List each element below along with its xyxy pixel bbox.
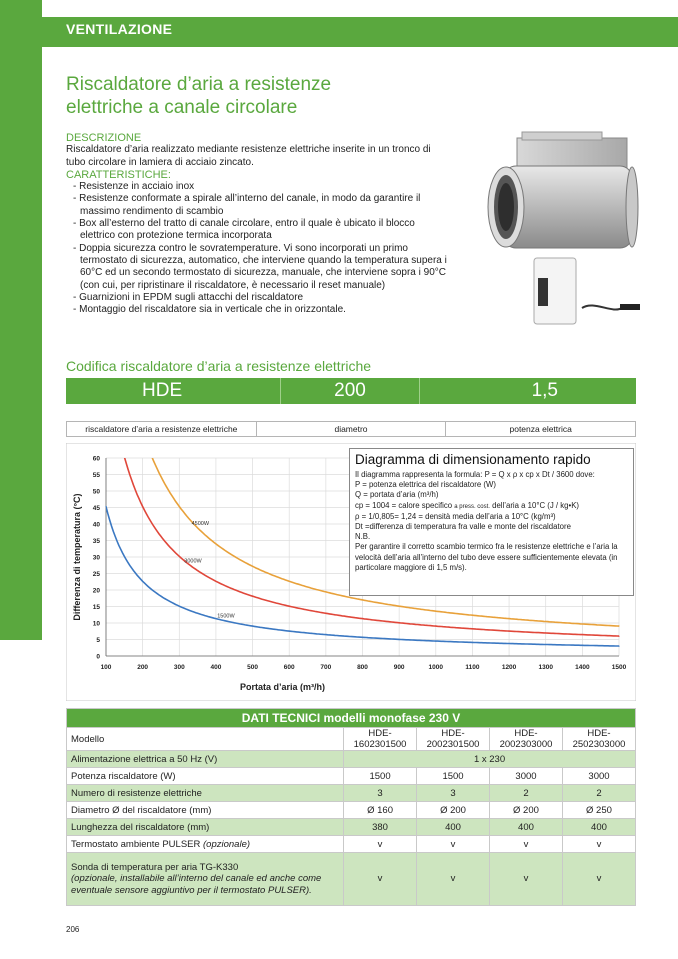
codifica-title: Codifica riscaldatore d’aria a resistenze elettriche	[66, 358, 372, 374]
data-point-3000W	[142, 506, 143, 507]
x-tick-label: 1100	[465, 664, 480, 671]
spec-cell-merged: 1 x 230	[344, 751, 636, 768]
spec-cell: HDE-1602301500	[344, 728, 417, 751]
spec-cell: 2	[490, 785, 563, 802]
spec-cell: 1500	[417, 768, 490, 785]
data-point-1500W	[179, 606, 180, 607]
x-tick-label: 500	[247, 664, 259, 671]
data-point-4500W	[325, 591, 326, 592]
x-tick-label: 700	[320, 664, 332, 671]
description-block	[66, 132, 451, 316]
spec-cell: Ø 200	[417, 802, 490, 819]
diagram-q: Q = portata d’aria (m³/h)	[355, 490, 439, 500]
data-point-4500W	[252, 566, 253, 567]
data-point-1500W	[618, 646, 619, 647]
diagram-cp	[355, 501, 628, 512]
data-point-4500W	[399, 606, 400, 607]
data-point-3000W	[435, 625, 436, 626]
x-tick-label: 900	[393, 664, 405, 671]
spec-label: Alimentazione elettrica a 50 Hz (V)	[67, 751, 344, 768]
feature-item: - Box all’esterno del tratto di canale circolare, entro il quale è ubicato il blocco elettrico con protezione termica incorporata	[73, 218, 415, 242]
data-point-1500W	[325, 634, 326, 635]
spec-cell: 400	[490, 819, 563, 836]
spec-label	[67, 853, 344, 906]
diagram-title: Diagramma di dimensionamento rapido	[355, 452, 591, 467]
x-axis-label: Portata d’aria (m³/h)	[239, 682, 326, 692]
data-point-4500W	[472, 614, 473, 615]
data-point-3000W	[582, 634, 583, 635]
spec-cell: Ø 160	[344, 802, 417, 819]
spec-label: Lunghezza del riscaldatore (mm)	[67, 819, 344, 836]
y-tick-label: 25	[92, 571, 100, 578]
spec-cell: v	[490, 836, 563, 853]
spec-cell: v	[344, 836, 417, 853]
side-accent-bar	[0, 0, 42, 640]
y-tick-label: 10	[92, 620, 100, 628]
spec-label: Diametro Ø del riscaldatore (mm)	[67, 802, 344, 819]
y-tick-label: 45	[92, 505, 100, 512]
diagram-rho: ρ = 1/0,805= 1,24 = densità media dell’aria a 10°C (kg/m³)	[355, 511, 556, 521]
data-point-3000W	[508, 631, 509, 632]
spec-table	[66, 708, 636, 906]
code-power: 1,5	[531, 380, 558, 401]
data-point-3000W	[252, 596, 253, 597]
x-tick-label: 100	[100, 664, 112, 671]
y-tick-label: 50	[92, 488, 100, 496]
features-list	[66, 181, 451, 316]
spec-label: Modello	[67, 728, 344, 751]
data-point-4500W	[215, 543, 216, 544]
spec-cell: HDE-2502303000	[562, 728, 635, 751]
y-tick-label: 30	[92, 554, 100, 562]
data-point-3000W	[399, 622, 400, 623]
feature-item: - Guarnizioni in EPDM sugli attacchi del riscaldatore	[73, 291, 304, 303]
spec-label: Numero di resistenze elettriche	[67, 785, 344, 802]
data-point-3000W	[325, 613, 326, 614]
spec-label-text: Termostato ambiente PULSER	[71, 838, 201, 850]
diagram-nb: N.B.	[355, 532, 371, 542]
diagram-p: P = potenza elettrica del riscaldatore (W)	[355, 480, 496, 490]
y-tick-label: 40	[92, 521, 100, 529]
data-point-1500W	[508, 643, 509, 644]
data-point-1500W	[142, 581, 143, 582]
y-tick-label: 35	[92, 538, 100, 545]
spec-cell: 400	[562, 819, 635, 836]
diagram-note: Per garantire il corretto scambio termico fra le resistenze elettriche e l’aria la velocità dell’aria all’interno del tubo deve essere sufficientemente elevata (in particolare maggiore di 1,5 m/s).	[355, 542, 618, 572]
description-text: Riscaldatore d’aria realizzato mediante resistenze elettriche inserite in un tronco di tubo circolare in lamiera di acciaio zincato.	[66, 144, 431, 168]
data-point-4500W	[508, 618, 509, 619]
data-point-1500W	[545, 644, 546, 645]
diagram-dt: Dt =differenza di temperatura fra valle e monte del riscaldatore	[355, 522, 571, 532]
y-tick-label: 5	[96, 637, 100, 644]
data-point-4500W	[618, 625, 619, 626]
spec-cell: 400	[417, 819, 490, 836]
spec-cell: 3	[344, 785, 417, 802]
y-tick-label: 15	[92, 604, 100, 611]
data-point-1500W	[105, 506, 106, 507]
spec-cell: 3000	[562, 768, 635, 785]
spec-cell: v	[562, 853, 635, 906]
spec-cell: v	[490, 853, 563, 906]
diagram-cp-small: a press. cost.	[454, 503, 490, 510]
series-label-1500W: 1500W	[217, 613, 235, 620]
section-title: VENTILAZIONE	[66, 21, 173, 37]
data-point-1500W	[252, 625, 253, 626]
x-tick-label: 1400	[575, 664, 590, 671]
diagram-cp-a: cp = 1004 = calore specifico	[355, 500, 453, 510]
y-tick-label: 20	[92, 587, 100, 595]
x-tick-label: 1000	[428, 664, 444, 671]
spec-cell: 1500	[344, 768, 417, 785]
data-point-1500W	[399, 639, 400, 640]
spec-title: DATI TECNICI modelli monofase 230 V	[67, 709, 636, 728]
feature-item: - Resistenze in acciaio inox	[73, 181, 195, 193]
spec-label	[67, 836, 344, 853]
diagram-cp-b: dell’aria a 10°C (J / kg•K)	[492, 500, 580, 510]
feature-item: - Resistenze conformate a spirale all’interno del canale, in modo da garantire il massimo rendimento di scambio	[73, 193, 421, 217]
x-tick-label: 1500	[611, 664, 627, 671]
spec-cell: Ø 200	[490, 802, 563, 819]
heater-product-image	[482, 128, 652, 328]
page-title	[66, 73, 331, 119]
data-point-4500W	[435, 611, 436, 612]
data-point-3000W	[618, 636, 619, 637]
data-point-1500W	[435, 641, 436, 642]
description-label: DESCRIZIONE	[66, 132, 142, 144]
data-point-1500W	[362, 637, 363, 638]
code-diameter: 200	[281, 378, 420, 404]
spec-label-italic: (opzionale, installabile all’interno del canale ed anche come eventuale sensore aggiuntivo per il termostato PULSER).	[71, 873, 322, 896]
spec-cell: HDE-2002303000	[490, 728, 563, 751]
y-tick-label: 60	[92, 455, 100, 463]
page-number: 206	[66, 925, 80, 934]
code-legend	[66, 421, 636, 437]
data-point-4500W	[179, 506, 180, 507]
spec-cell: v	[417, 853, 490, 906]
data-point-3000W	[362, 618, 363, 619]
data-point-3000W	[179, 556, 180, 557]
series-label-3000W: 3000W	[184, 558, 202, 565]
x-tick-label: 600	[283, 664, 295, 671]
title-line-1: Riscaldatore d’aria a resistenze	[66, 74, 332, 95]
data-point-3000W	[472, 628, 473, 629]
features-label: CARATTERISTICHE:	[66, 168, 171, 181]
code-row	[66, 378, 636, 404]
x-tick-label: 1300	[538, 664, 553, 671]
data-point-1500W	[582, 645, 583, 646]
spec-cell: HDE-2002301500	[417, 728, 490, 751]
x-tick-label: 300	[173, 664, 185, 671]
spec-cell: v	[562, 836, 635, 853]
x-tick-label: 800	[357, 664, 368, 671]
x-tick-label: 1200	[501, 664, 517, 671]
data-point-3000W	[289, 606, 290, 607]
data-point-4500W	[289, 581, 290, 582]
diagram-formula: Il diagramma rappresenta la formula: P = Q x ρ x cp x Dt / 3600 dove:	[355, 470, 595, 479]
data-point-3000W	[215, 581, 216, 582]
feature-item: - Montaggio del riscaldatore sia in verticale che in orizzontale.	[73, 304, 346, 316]
code-legend-power: potenza elettrica	[509, 424, 572, 434]
spec-label: Potenza riscaldatore (W)	[67, 768, 344, 785]
spec-cell: Ø 250	[562, 802, 635, 819]
data-point-4500W	[582, 623, 583, 624]
spec-label-italic: (opzionale)	[203, 838, 251, 850]
spec-label-text: Sonda di temperatura per aria TG-K330	[71, 861, 239, 873]
spec-cell: 380	[344, 819, 417, 836]
feature-item: - Doppia sicurezza contro le sovratemperature. Vi sono incorporati un primo termostato di sicurezza, automatico, che interviene quando la temperatura supera i 60°C ed un secondo termostato di sicurezza, manuale, che interviene sopra i 90°C (con cui, per ripristinare il riscaldatore, è necessario il reset manuale)	[73, 242, 447, 291]
data-point-4500W	[545, 621, 546, 622]
y-axis-label: Differenza di temperatura (°C)	[72, 493, 82, 621]
spec-cell: v	[344, 853, 417, 906]
data-point-3000W	[545, 632, 546, 633]
code-legend-diameter: diametro	[257, 422, 447, 436]
data-point-1500W	[472, 642, 473, 643]
spec-cell: 2	[562, 785, 635, 802]
x-tick-label: 200	[137, 664, 149, 671]
code-legend-model: riscaldatore d’aria a resistenze elettriche	[67, 422, 257, 436]
spec-cell: 3000	[490, 768, 563, 785]
spec-cell: 3	[417, 785, 490, 802]
code-model: HDE	[66, 378, 281, 404]
data-point-1500W	[289, 631, 290, 632]
y-tick-label: 0	[96, 653, 100, 661]
x-tick-label: 400	[210, 664, 222, 671]
data-point-4500W	[362, 599, 363, 600]
diagram-info-box	[349, 448, 634, 596]
y-tick-label: 55	[92, 472, 100, 479]
spec-cell: v	[417, 836, 490, 853]
title-line-2: elettriche a canale circolare	[66, 97, 298, 118]
series-label-4500W: 4500W	[191, 520, 210, 527]
